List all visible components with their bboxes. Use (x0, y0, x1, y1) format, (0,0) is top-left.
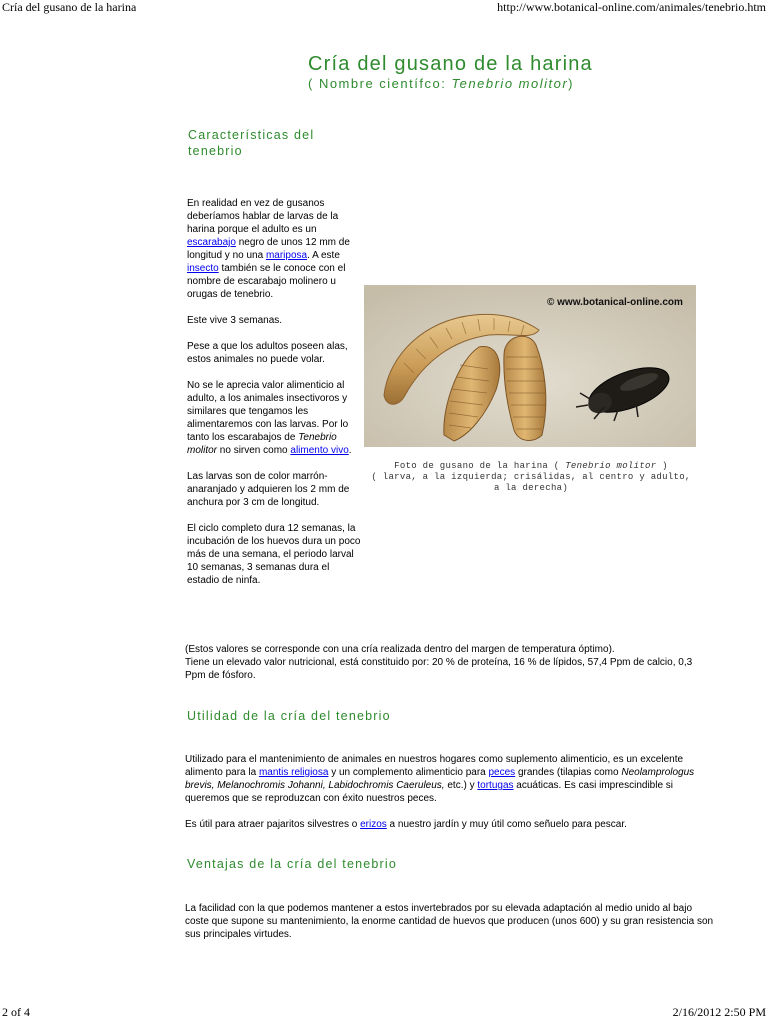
print-header-url: http://www.botanical-online.com/animales/tenebrio.htm (497, 0, 766, 14)
mariposa-link[interactable]: mariposa (265, 250, 308, 261)
utilidad-paragraphs (185, 753, 715, 844)
paragraph: No se le aprecia valor alimenticio al adulto, a los animales insectivoros y similares que tengamos les alimentaremos con las larvas. Por lo tanto los escarabajos de Tenebrio molitor no sirven como alimento vivo. (187, 380, 352, 456)
paragraph: El ciclo completo dura 12 semanas, la incubación de los huevos dura un poco más de una semana, el periodo larval 10 semanas, 3 semanas dura el estadio de ninfa. (187, 523, 361, 586)
mantis-link[interactable]: mantis religiosa (258, 767, 329, 778)
section-heading-ventajas: Ventajas de la cría del tenebrio (187, 857, 398, 871)
ventajas-paragraph: La facilidad con la que podemos mantener a estos invertebrados por su elevada adaptación al medio unido al bajo coste que supone su mantenimiento, la enorme cantidad de huevos que producen (unos 600) y su gran resistencia son sus principales virtudes. (185, 903, 714, 940)
paragraph: Utilizado para el mantenimiento de animales en nuestros hogares como suplemento alimenticio, es un excelente alimento para la mantis religiosa y un complemento alimenticio para peces grandes (tilapias como Neolamprologus brevis, Melanochromis Johanni, Labidochromis Caeruleus, etc.) y tortugas acuáticas. Es casi imprescindible si queremos que se reproduzcan con éxito nuestros peces. (185, 754, 695, 804)
print-footer-page: 2 of 4 (2, 1005, 30, 1019)
paragraph: Pese a que los adultos poseen alas, estos animales no puede volar. (187, 341, 348, 365)
alimento-vivo-link[interactable]: alimento vivo (290, 445, 349, 456)
peces-link[interactable]: peces (488, 767, 516, 778)
escarabajo-link[interactable]: escarabajo (187, 237, 236, 248)
photo-watermark: © www.botanical-online.com (547, 297, 683, 308)
species-name: Tenebrio molitor (451, 76, 569, 91)
paragraph: En realidad en vez de gusanos deberíamos hablar de larvas de la harina porque el adulto es un escarabajo negro de unos 12 mm de longitud y no una mariposa. A este insecto también se le conoce con el nombre de escarabajo molinero u orugas de tenebrio. (187, 198, 350, 300)
tortugas-link[interactable]: tortugas (477, 780, 514, 791)
mealworm-illustration (364, 285, 696, 447)
paragraph: Este vive 3 semanas. (187, 315, 283, 326)
print-footer-datetime: 2/16/2012 2:50 PM (672, 1005, 766, 1019)
erizos-link[interactable]: erizos (360, 819, 387, 830)
paragraph: Es útil para atraer pajaritos silvestres o erizos a nuestro jardín y muy útil como señuelo para pescar. (185, 819, 627, 830)
section-heading-utilidad: Utilidad de la cría del tenebrio (187, 709, 391, 723)
page-subtitle: ( Nombre científco: Tenebrio molitor) (308, 76, 575, 91)
print-header-title: Cría del gusano de la harina (2, 0, 137, 14)
insecto-link[interactable]: insecto (187, 263, 219, 274)
mealworm-photo (364, 285, 696, 447)
section-heading-caracteristicas: Características del tenebrio (188, 128, 315, 158)
page-title: Cría del gusano de la harina (308, 53, 593, 75)
photo-caption: Foto de gusano de la harina ( Tenebrio molitor ) ( larva, a la izquierda; crisálidas, al centro y adulto, a la derecha) (371, 461, 691, 493)
paragraph: Las larvas son de color marrón-anaranjado y adquieren los 2 mm de anchura por 3 cm de longitud. (187, 471, 350, 508)
nutrition-paragraph: (Estos valores se corresponde con una cría realizada dentro del margen de temperatura óptimo). Tiene un elevado valor nutricional, está constituido por: 20 % de proteína, 16 % de lípidos, 57,4 Ppm de calcio, 0,3 Ppm de fósforo. (185, 644, 693, 681)
characteristics-column (187, 197, 362, 600)
